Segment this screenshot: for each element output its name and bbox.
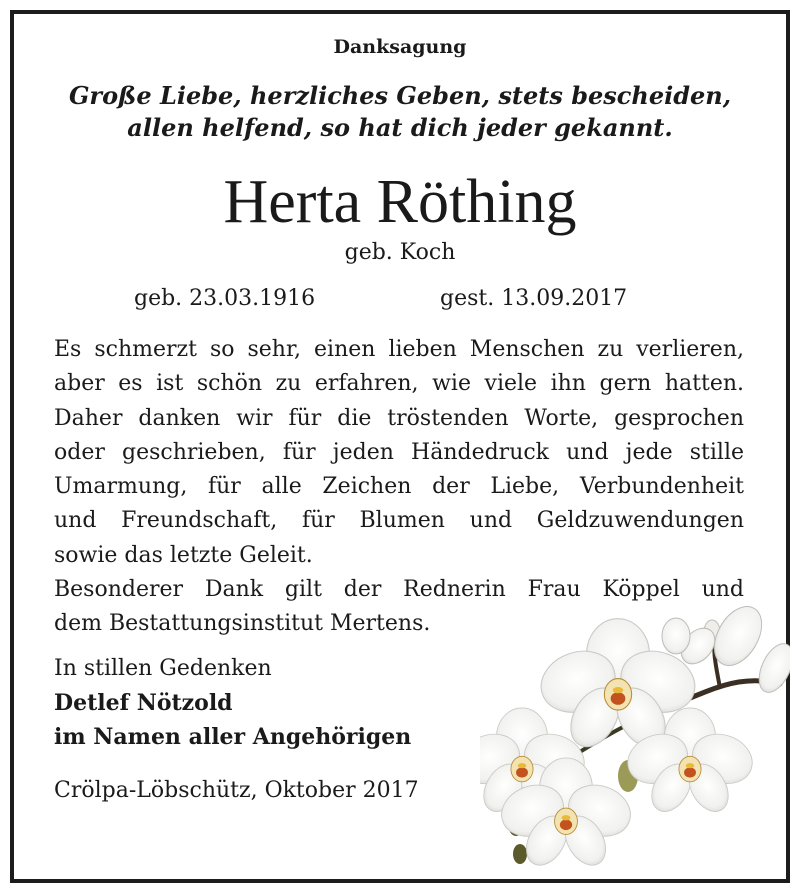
text-line: und Freundschaft, für Blumen und Geldzuwendungen — [54, 508, 744, 534]
signature-intro: In stillen Gedenken — [54, 656, 272, 681]
deceased-name: Herta Röthing — [223, 168, 577, 236]
place-date: Crölpa-Löbschütz, Oktober 2017 — [54, 778, 419, 803]
signature-name: Detlef Nötzold — [54, 690, 233, 716]
text-line: Umarmung, für alle Zeichen der Liebe, Verbundenheit — [54, 474, 744, 500]
verse-line: allen helfend, so hat dich jeder gekannt. — [127, 113, 673, 142]
death-date: gest. 13.09.2017 — [440, 286, 628, 311]
text-line: Es schmerzt so sehr, einen lieben Menschen zu verlieren, — [54, 337, 744, 362]
verse — [0, 80, 800, 144]
signature-family: im Namen aller Angehörigen — [54, 724, 412, 750]
white-orchid-icon — [480, 596, 790, 866]
maiden-name: geb. Koch — [344, 240, 456, 265]
text-line: dem Bestattungsinstitut Mertens. — [54, 611, 431, 637]
text-line: sowie das letzte Geleit. — [54, 542, 313, 568]
birth-date: geb. 23.03.1916 — [134, 286, 316, 311]
text-line: Besonderer Dank gilt der Rednerin Frau Köppel und — [54, 577, 744, 603]
signature-block — [54, 652, 411, 754]
text-line: aber es ist schön zu erfahren, wie viele ihn gern hatten. — [54, 371, 744, 397]
text-line: oder geschrieben, für jeden Händedruck und jede stille — [54, 439, 744, 465]
heading: Danksagung — [333, 36, 467, 58]
text-line: Daher danken wir für die tröstenden Worte, gesprochen — [54, 405, 744, 431]
verse-line: Große Liebe, herzliches Geben, stets bescheiden, — [68, 81, 732, 110]
